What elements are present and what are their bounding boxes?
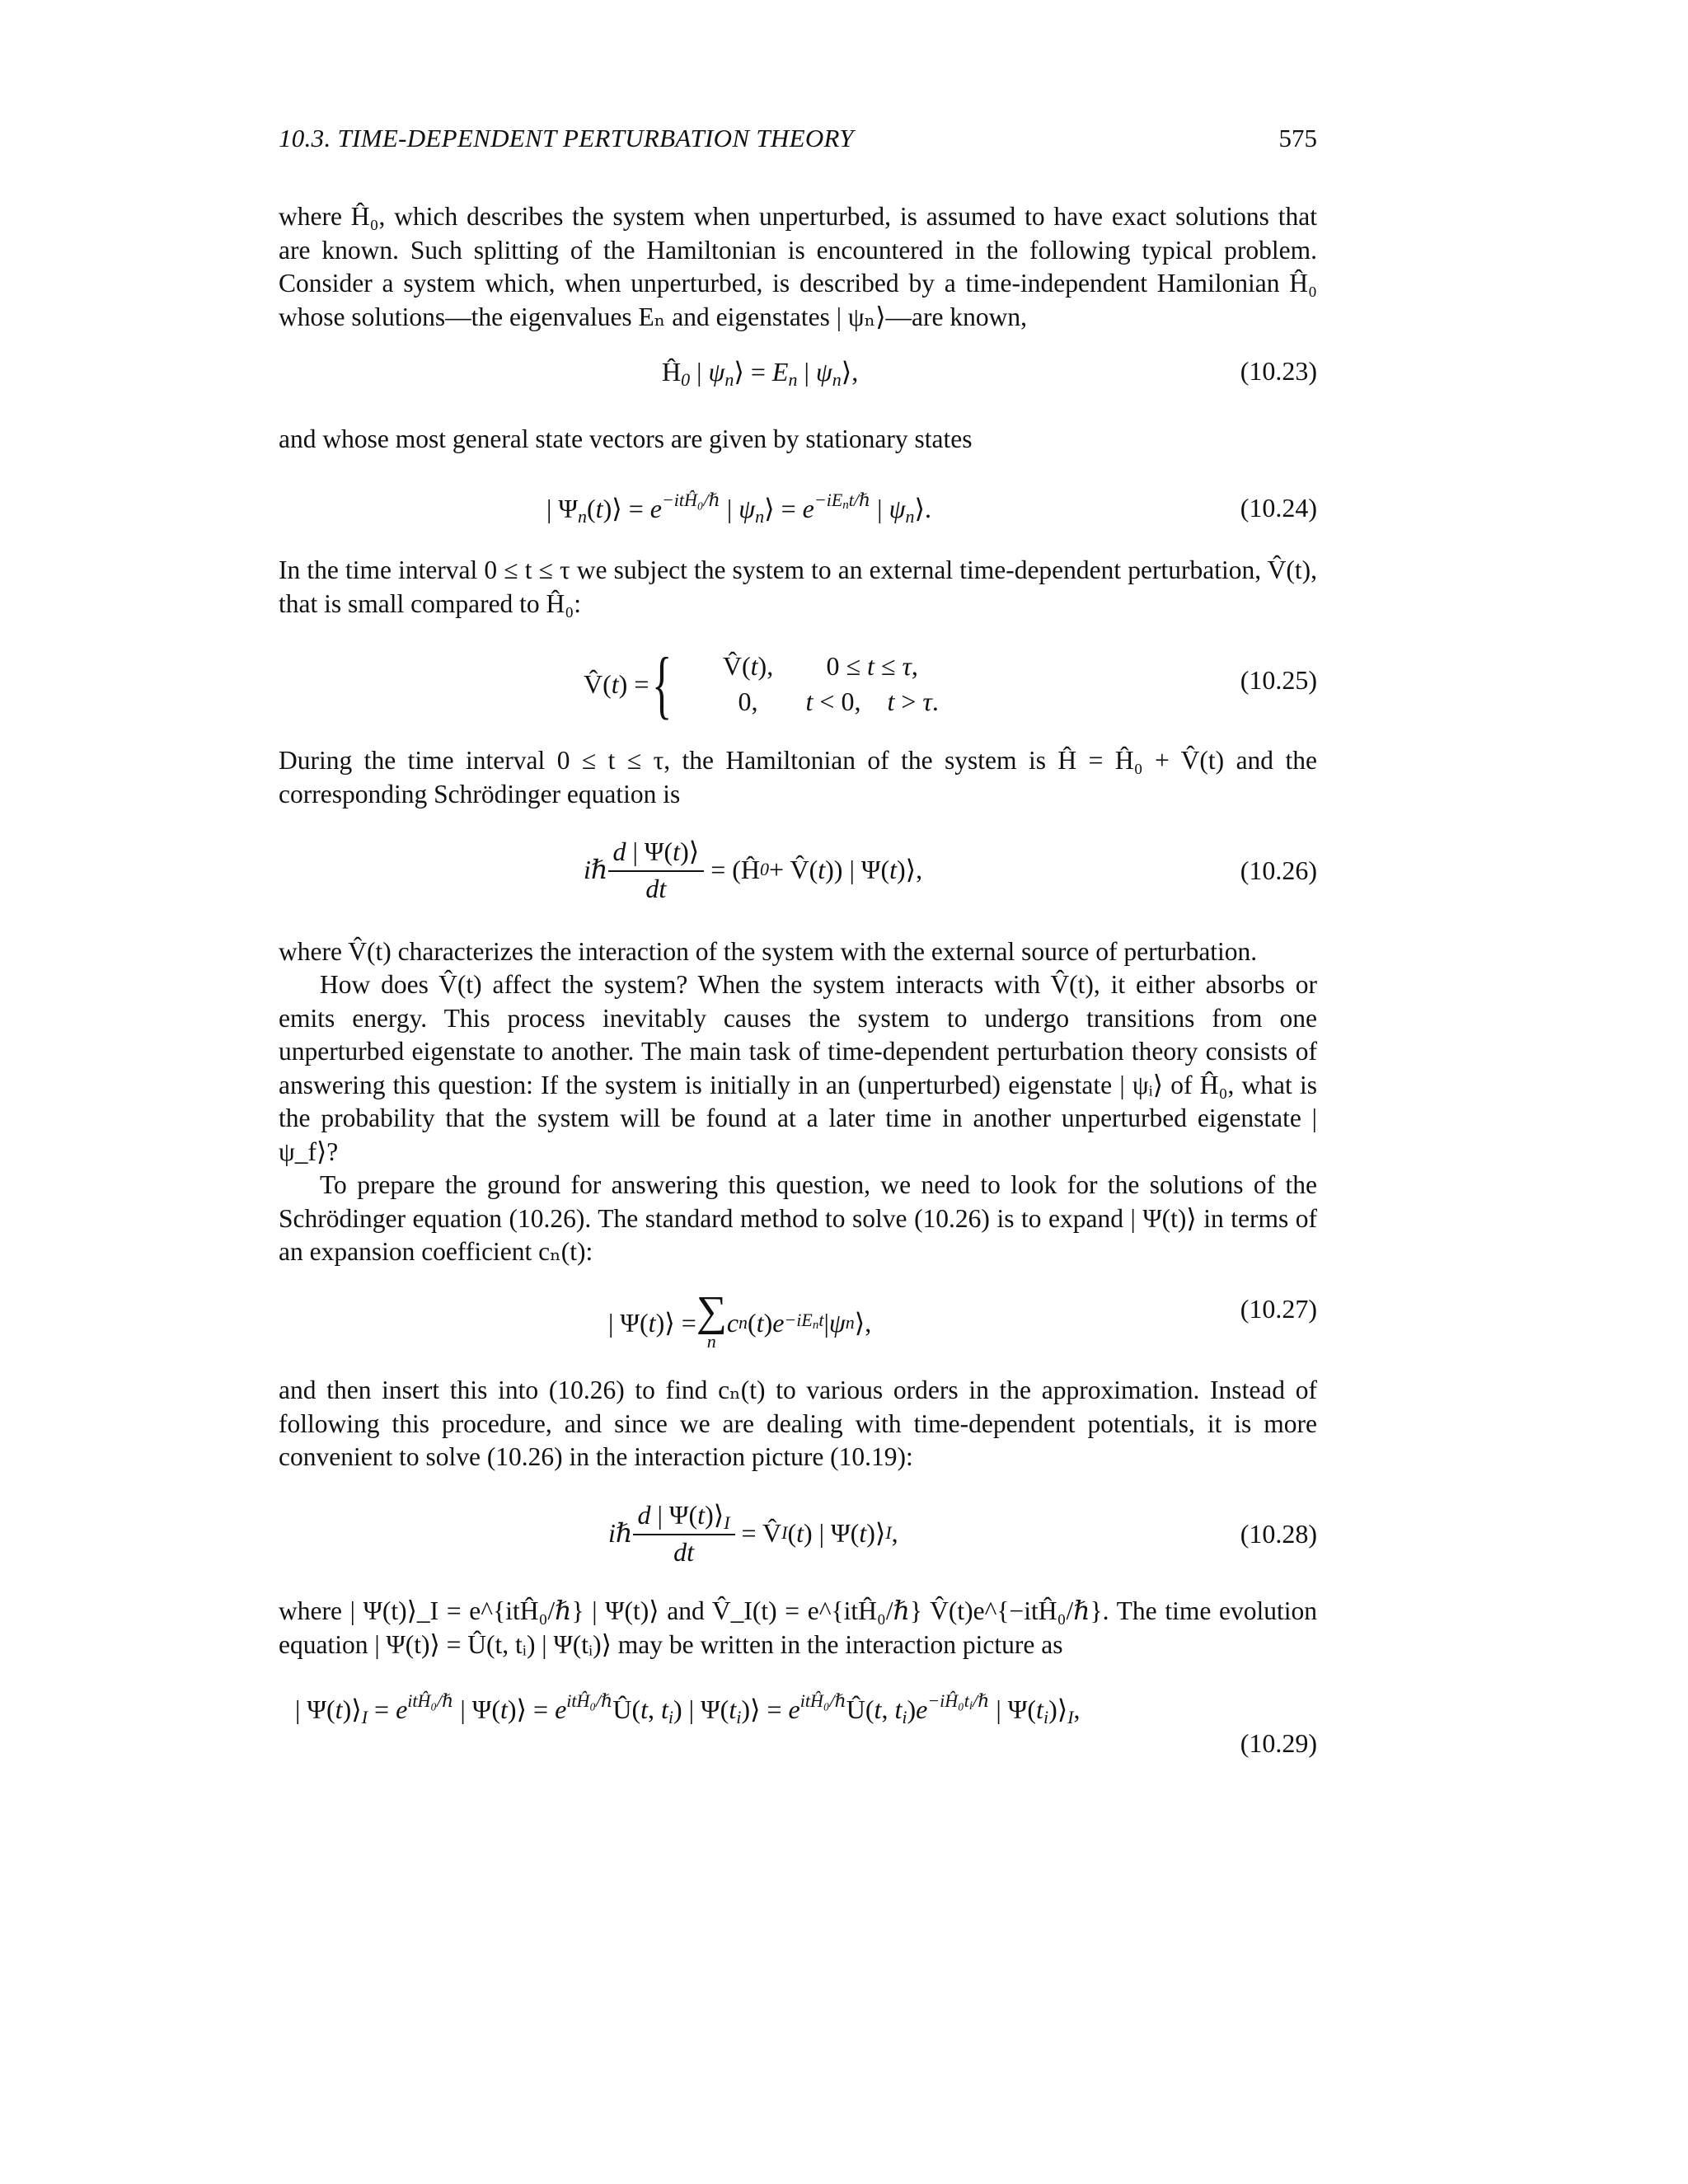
paragraph-intro: where Ĥ₀, which describes the system when unperturbed, is assumed to have exact solutions that are known. Such splitting of the Hamiltonian is encountered in the following typical problem. Consider a system which, when unperturbed, is described by a time-independent Hamilonian Ĥ₀ whose solutions—the eigenvalues Eₙ and eigenstates | ψₙ⟩—are known,	[279, 202, 1317, 331]
page-number: 575	[1278, 124, 1317, 152]
paragraph-interaction: where V̂(t) characterizes the interaction of the system with the external source of perturbation.	[279, 937, 1258, 966]
equation-number: (10.27)	[1240, 1294, 1317, 1324]
paragraph-stationary: and whose most general state vectors are given by stationary states	[279, 424, 973, 453]
paragraph-perturbation: In the time interval 0 ≤ t ≤ τ we subject the system to an external time-dependent perturbation, V̂(t), that is small compared to Ĥ₀:	[279, 555, 1317, 618]
equation-10-24: | $\Psi_n(t)⟩ = e^{-itĤ_0/\hbar}$ | $\psi_n⟩ = e^{-iE_nt/\hbar}$ | $\psi_n⟩$. (10.24)	[546, 490, 1317, 527]
paragraph-instead: and then insert this into (10.26) to find cₙ(t) to various orders in the approximation. Instead of following this procedure, and since we are dealing with time-dependent potentials, it is more convenient to solve (10.26) in the interaction picture (10.19):	[279, 1376, 1317, 1471]
equation-number: (10.26)	[1240, 855, 1317, 885]
paragraph-question: How does V̂(t) affect the system? When the system interacts with V̂(t), it either absorbs or emits energy. This process inevitably causes the system to undergo transitions from one unperturbed eigenstate to another. The main task of time-dependent perturbation theory consists of answering this question: If the system is initially in an (unperturbed) eigenstate | ψᵢ⟩ of Ĥ₀, what is the probability that the system will be found at a later time in another unperturbed eigenstate | ψ_f⟩?	[279, 970, 1317, 1166]
running-header	[279, 124, 1317, 165]
chapter-title: 10.3. TIME-DEPENDENT PERTURBATION THEORY	[279, 124, 854, 152]
equation-10-29: | $\Psi(t)⟩_I = e^{itĤ_0/\hbar}$ | Ψ(t)⟩ = $e^{itĤ_0/\hbar}Û(t$, $t_i$) | $\Psi(t_i)⟩$ = $e^{itĤ_0/\hbar}Û(t$, $t_i)e^{-iĤ_0t_i/\hbar}$ | $\Psi(t_i)⟩_I$, (10.29)	[295, 1690, 1317, 1758]
equation-10-25: V̂(t) = { V̂(t), 0 ≤ t ≤ τ, 0, t < 0, t > τ. (10.25)	[584, 642, 1317, 726]
equation-number: (10.24)	[1240, 493, 1317, 523]
equation-10-26: i ℏ $\frac{d | \Psi(t)⟩}{dt}$ = (Ĥ 0 + V̂( t )) | Ψ( t )⟩, (10.26)	[584, 836, 1317, 903]
equation-10-23: $Ĥ_0$ | $\psi_n⟩ = E_n$ | $\psi_n⟩$, (10.23)	[662, 356, 1317, 390]
paragraph-prepare: To prepare the ground for answering this question, we need to look for the solutions of the Schrödinger equation (10.26). The standard method to solve (10.26) is to expand | Ψ(t)⟩ in terms of an expansion coefficient cₙ(t):	[279, 1170, 1317, 1266]
equation-number: (10.23)	[1240, 356, 1317, 386]
paragraph-hamiltonian: During the time interval 0 ≤ t ≤ τ, the Hamiltonian of the system is Ĥ = Ĥ₀ + V̂(t) and the corresponding Schrödinger equation is	[279, 746, 1317, 808]
equation-10-27: | Ψ( t )⟩ = ∑ n c n ( t ) e $-iE_nt$ | ψ n ⟩, (10.27)	[608, 1287, 1317, 1352]
equation-number: (10.29)	[1240, 1728, 1317, 1758]
equation-10-28: i ℏ $\frac{d | \Psi(t)⟩_I}{dt}$ = V̂ I ( t ) | Ψ( t )⟩ I , (10.28)	[608, 1499, 1317, 1567]
equation-number: (10.25)	[1240, 665, 1317, 695]
equation-number: (10.28)	[1240, 1519, 1317, 1549]
paragraph-evolution: where | Ψ(t)⟩_I = e^{itĤ₀/ℏ} | Ψ(t)⟩ and V̂_I(t) = e^{itĤ₀/ℏ} V̂(t)e^{−itĤ₀/ℏ}. The time evolution equation | Ψ(t)⟩ = Û(t, tᵢ) | Ψ(tᵢ)⟩ may be written in the interaction picture as	[279, 1596, 1317, 1659]
